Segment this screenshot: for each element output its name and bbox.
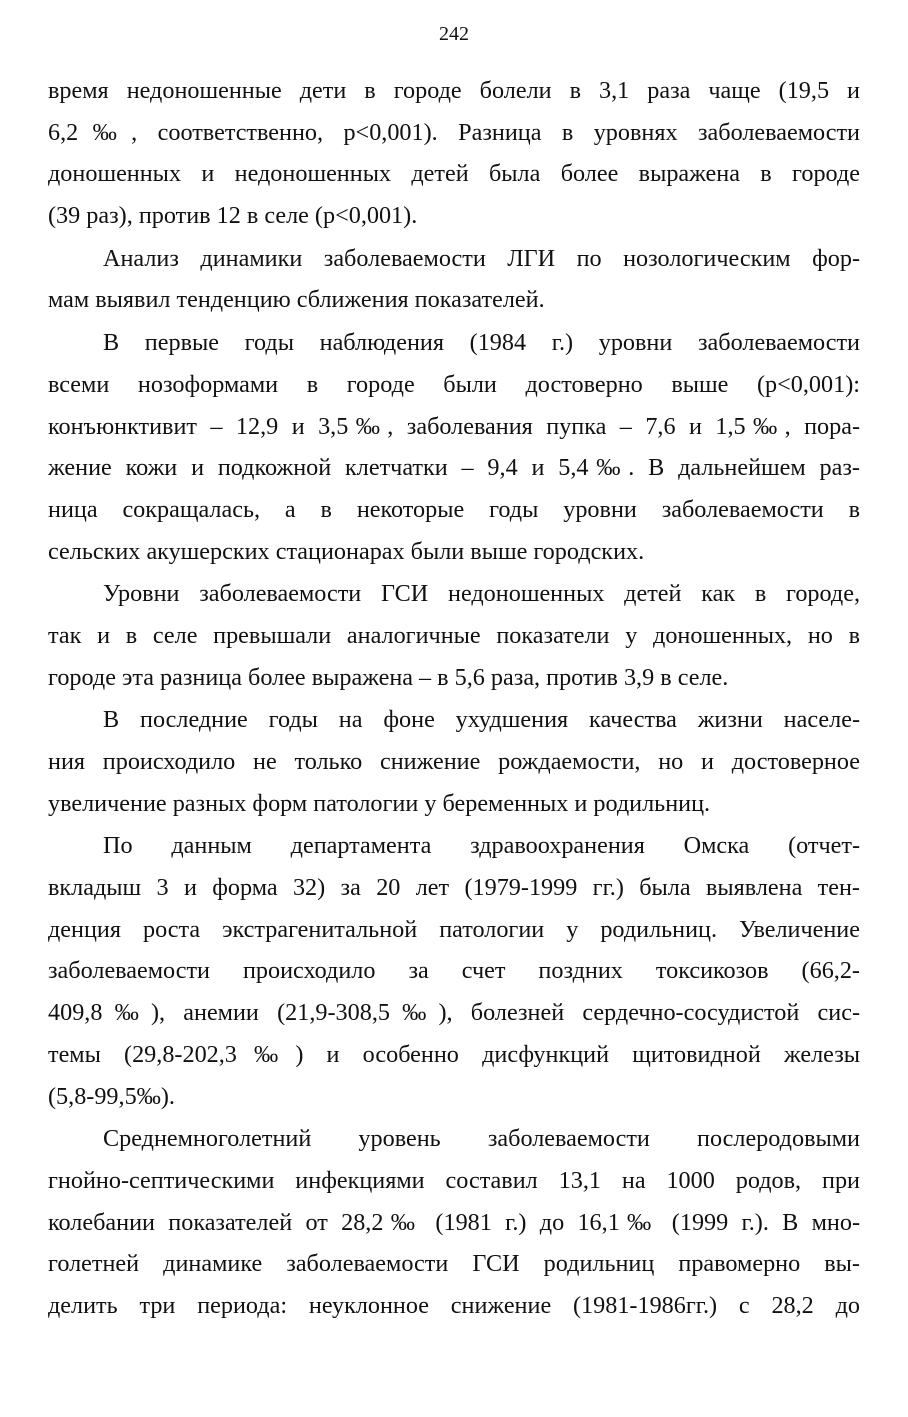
paragraph (48, 70, 860, 237)
text-line: колебании показателей от 28,2‰ (1981 г.) до 16,1‰ (1999 г.). В мно- (48, 1208, 860, 1236)
text-line: 6,2‰, соответственно, р<0,001). Разница в уровнях заболеваемости (48, 118, 860, 146)
text-line: Среднемноголетний уровень заболеваемости послеродовыми (103, 1125, 860, 1153)
text-line: 409,8‰), анемии (21,9-308,5‰), болезней сердечно-сосудистой сис- (48, 999, 860, 1027)
paragraph (48, 238, 860, 321)
text-line: (5,8-99,5‰). (48, 1082, 175, 1110)
text-line: сельских акушерских стационарах были выше городских. (48, 537, 645, 565)
text-line: По данным департамента здравоохранения Омска (отчет- (103, 832, 860, 860)
text-line: всеми нозоформами в городе были достоверно выше (р<0,001): (48, 370, 860, 398)
text-line: Анализ динамики заболеваемости ЛГИ по нозологическим фор- (103, 244, 860, 272)
text-line: вкладыш 3 и форма 32) за 20 лет (1979-1999 гг.) была выявлена тен- (48, 874, 860, 902)
text-line: темы (29,8-202,3‰) и особенно дисфункций щитовидной железы (48, 1040, 860, 1068)
text-line: голетней динамике заболеваемости ГСИ родильниц правомерно вы- (48, 1250, 860, 1278)
text-line: гнойно-септическими инфекциями составил 13,1 на 1000 родов, при (48, 1166, 860, 1194)
text-line: В последние годы на фоне ухудшения качества жизни населе- (103, 706, 860, 734)
text-line: заболеваемости происходило за счет поздних токсикозов (66,2- (48, 957, 860, 985)
text-line: доношенных и недоношенных детей была более выражена в городе (48, 160, 860, 188)
text-line: делить три периода: неуклонное снижение (1981-1986гг.) с 28,2 до (48, 1291, 860, 1319)
page-number: 242 (439, 23, 469, 45)
paragraph (48, 573, 860, 698)
text-line: В первые годы наблюдения (1984 г.) уровни заболеваемости (103, 329, 860, 357)
text-line: время недоношенные дети в городе болели в 3,1 раза чаще (19,5 и (48, 77, 860, 104)
text-line: Уровни заболеваемости ГСИ недоношенных детей как в городе, (103, 580, 860, 608)
document-body (48, 70, 860, 1327)
text-line: ния происходило не только снижение рождаемости, но и достоверное (48, 748, 860, 775)
text-line: денция роста экстрагенитальной патологии у родильниц. Увеличение (48, 915, 860, 943)
text-line: так и в селе превышали аналогичные показатели у доношенных, но в (48, 621, 860, 649)
paragraph (48, 322, 860, 572)
paragraph (48, 825, 860, 1117)
text-line: жение кожи и подкожной клетчатки – 9,4 и 5,4‰. В дальнейшем раз- (48, 454, 860, 482)
text-line: увеличение разных форм патологии у беременных и родильниц. (48, 789, 711, 817)
text-line: конъюнктивит – 12,9 и 3,5‰, заболевания пупка – 7,6 и 1,5‰, пора- (48, 412, 860, 440)
paragraph (48, 699, 860, 824)
text-line: (39 раз), против 12 в селе (р<0,001). (48, 202, 418, 230)
text-line: мам выявил тенденцию сближения показателей. (48, 286, 545, 314)
paragraph (48, 1118, 860, 1326)
text-line: городе эта разница более выражена – в 5,6 раза, против 3,9 в селе. (48, 663, 729, 691)
text-line: ница сокращалась, а в некоторые годы уровни заболеваемости в (48, 495, 860, 523)
